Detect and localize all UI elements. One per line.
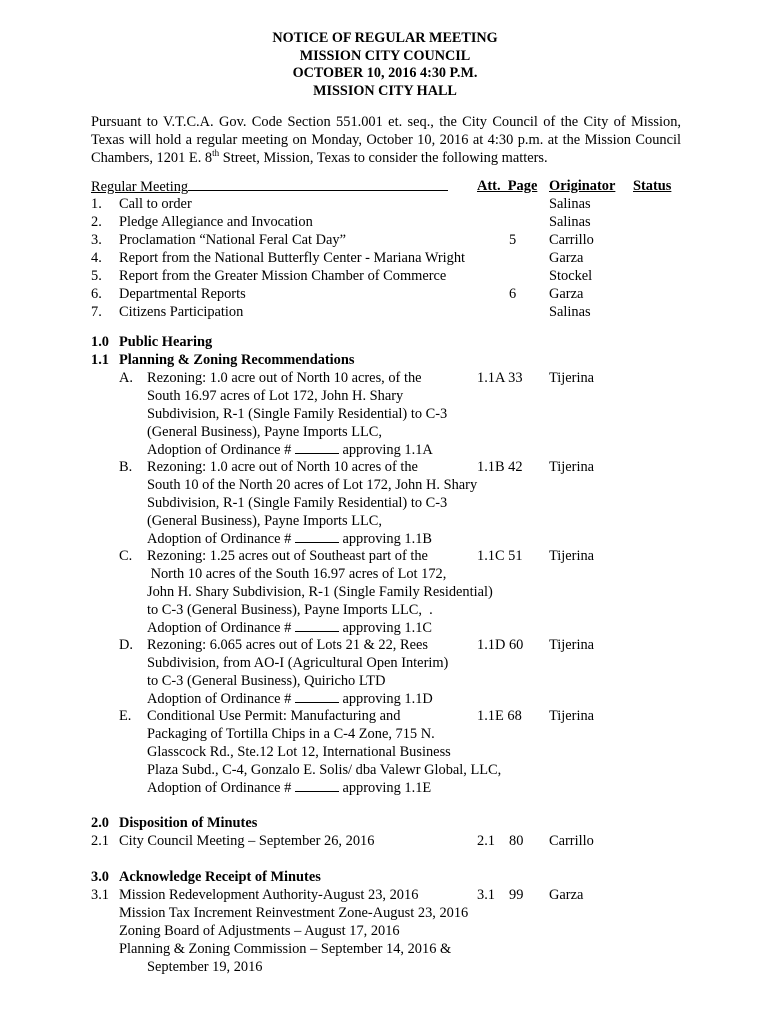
- regular-meeting-heading: Regular Meeting: [91, 178, 448, 197]
- item-line: Conditional Use Permit: Manufacturing and: [147, 708, 401, 724]
- adoption-line: Adoption of Ordinance # approving 1.1D: [147, 691, 433, 707]
- receipt-att: 3.1: [477, 887, 495, 903]
- item-letter: C.: [119, 548, 133, 564]
- minutes-item-num: 2.1: [91, 833, 109, 849]
- regular-item-text: Citizens Participation: [119, 304, 244, 320]
- regular-item-originator: Stockel: [549, 268, 593, 284]
- regular-item-num: 4.: [91, 250, 102, 266]
- status-heading: Status: [633, 178, 672, 194]
- regular-item-num: 1.: [91, 196, 102, 212]
- item-letter: E.: [119, 708, 132, 724]
- intro-superscript: th: [212, 147, 220, 158]
- ordinance-number-blank: [295, 779, 339, 792]
- section-2-num: 2.0: [91, 815, 109, 831]
- regular-item-num: 3.: [91, 232, 102, 248]
- regular-item-text: Departmental Reports: [119, 286, 246, 302]
- receipt-page: 99: [509, 887, 524, 903]
- regular-item-text: Report from the Greater Mission Chamber of Commerce: [119, 268, 447, 284]
- adoption-line: Adoption of Ordinance # approving 1.1E: [147, 780, 432, 796]
- header-line-4: MISSION CITY HALL: [313, 82, 457, 99]
- item-line: Rezoning: 1.25 acres out of Southeast part of the: [147, 548, 428, 564]
- minutes-item-text: City Council Meeting – September 26, 2016: [119, 833, 375, 849]
- regular-item-text: Report from the National Butterfly Center - Mariana Wright: [119, 250, 466, 266]
- adoption-line: Adoption of Ordinance # approving 1.1C: [147, 620, 433, 636]
- item-line: Subdivision, from AO-I (Agricultural Open Interim): [147, 655, 449, 671]
- meeting-header: [0, 30, 770, 100]
- adoption-line: Adoption of Ordinance # approving 1.1B: [147, 531, 433, 547]
- ordinance-number-blank: [295, 530, 339, 543]
- receipt-item-num: 3.1: [91, 887, 109, 903]
- att-page-heading: Att. Page: [477, 178, 538, 194]
- intro-paragraph: [91, 113, 681, 168]
- regular-item-text: Pledge Allegiance and Invocation: [119, 214, 313, 230]
- regular-item-num: 5.: [91, 268, 102, 284]
- regular-item-originator: Garza: [549, 250, 584, 266]
- item-originator: Tijerina: [549, 708, 595, 724]
- item-line: to C-3 (General Business), Quiricho LTD: [147, 673, 386, 689]
- regular-item-originator: Salinas: [549, 214, 591, 230]
- regular-item-originator: Salinas: [549, 304, 591, 320]
- header-line-2: MISSION CITY COUNCIL: [299, 47, 471, 64]
- regular-item-originator: Carrillo: [549, 232, 594, 248]
- regular-item-page: 6: [509, 286, 517, 302]
- item-line: South 10 of the North 20 acres of Lot 172, John H. Shary: [147, 477, 478, 493]
- item-letter: B.: [119, 459, 133, 475]
- item-line: South 16.97 acres of Lot 172, John H. Shary: [147, 388, 404, 404]
- item-line: to C-3 (General Business), Payne Imports LLC, .: [147, 602, 433, 618]
- regular-item-originator: Salinas: [549, 196, 591, 212]
- regular-item-num: 6.: [91, 286, 102, 302]
- item-line: Rezoning: 1.0 acre out of North 10 acres of the: [147, 459, 418, 475]
- ordinance-number-blank: [295, 441, 339, 454]
- item-line: (General Business), Payne Imports LLC,: [147, 424, 383, 440]
- receipt-line: Planning & Zoning Commission – September 14, 2016 &: [119, 941, 452, 957]
- item-att-page: 1.1D 60: [477, 637, 524, 653]
- receipt-originator: Garza: [549, 887, 584, 903]
- section-3-num: 3.0: [91, 869, 109, 885]
- receipt-line: Mission Redevelopment Authority-August 23, 2016: [119, 887, 419, 903]
- item-att-page: 1.1E 68: [477, 708, 522, 724]
- item-att-page: 1.1B 42: [477, 459, 523, 475]
- section-1-num: 1.0: [91, 334, 109, 350]
- item-originator: Tijerina: [549, 548, 595, 564]
- section-2-title: Disposition of Minutes: [119, 815, 258, 831]
- minutes-page: 80: [509, 833, 524, 849]
- originator-heading: Originator: [549, 178, 616, 194]
- item-att-page: 1.1C 51: [477, 548, 523, 564]
- receipt-line: Zoning Board of Adjustments – August 17, 2016: [119, 923, 400, 939]
- regular-item-num: 7.: [91, 304, 102, 320]
- item-line: Rezoning: 1.0 acre out of North 10 acres, of the: [147, 370, 422, 386]
- minutes-att: 2.1: [477, 833, 495, 849]
- section-1-1-num: 1.1: [91, 352, 109, 368]
- item-line: Glasscock Rd., Ste.12 Lot 12, International Business: [147, 744, 451, 760]
- item-letter: D.: [119, 637, 133, 653]
- item-att-page: 1.1A 33: [477, 370, 523, 386]
- item-originator: Tijerina: [549, 637, 595, 653]
- intro-text-1: Pursuant to V.T.C.A. Gov. Code Section 551.001 et. seq., the City Council of the City of Mission, Texas will hold a regular meeting on Monday, October 10, 2016 at 4:30 p.m. at the Mission Council Chambers, 1201 E. 8: [91, 114, 681, 167]
- receipt-line: Mission Tax Increment Reinvestment Zone-August 23, 2016: [119, 905, 469, 921]
- item-originator: Tijerina: [549, 459, 595, 475]
- section-1-title: Public Hearing: [119, 334, 213, 350]
- regular-item-text: Call to order: [119, 196, 192, 212]
- item-line: Plaza Subd., C-4, Gonzalo E. Solis/ dba Valewr Global, LLC,: [147, 762, 502, 778]
- header-line-1: NOTICE OF REGULAR MEETING: [272, 30, 498, 46]
- item-line: Packaging of Tortilla Chips in a C-4 Zone, 715 N.: [147, 726, 435, 742]
- section-1-1-title: Planning & Zoning Recommendations: [119, 352, 355, 368]
- item-line: North 10 acres of the South 16.97 acres of Lot 172,: [147, 566, 447, 582]
- intro-text-2: Street, Mission, Texas to consider the following matters.: [219, 150, 548, 167]
- item-line: Rezoning: 6.065 acres out of Lots 21 & 22, Rees: [147, 637, 428, 653]
- regular-item-text: Proclamation “National Feral Cat Day”: [119, 232, 346, 248]
- item-line: Subdivision, R-1 (Single Family Residential) to C-3: [147, 495, 448, 511]
- item-line: John H. Shary Subdivision, R-1 (Single Family Residential): [147, 584, 493, 600]
- header-line-3: OCTOBER 10, 2016 4:30 P.M.: [292, 65, 478, 82]
- item-line: Subdivision, R-1 (Single Family Residential) to C-3: [147, 406, 448, 422]
- item-originator: Tijerina: [549, 370, 595, 386]
- regular-item-page: 5: [509, 232, 517, 248]
- receipt-line: September 19, 2016: [147, 959, 263, 975]
- adoption-line: Adoption of Ordinance # approving 1.1A: [147, 442, 433, 458]
- item-letter: A.: [119, 370, 133, 386]
- regular-item-num: 2.: [91, 214, 102, 230]
- item-line: (General Business), Payne Imports LLC,: [147, 513, 383, 529]
- ordinance-number-blank: [295, 690, 339, 703]
- regular-item-originator: Garza: [549, 286, 584, 302]
- section-3-title: Acknowledge Receipt of Minutes: [119, 869, 321, 885]
- ordinance-number-blank: [295, 619, 339, 632]
- minutes-originator: Carrillo: [549, 833, 594, 849]
